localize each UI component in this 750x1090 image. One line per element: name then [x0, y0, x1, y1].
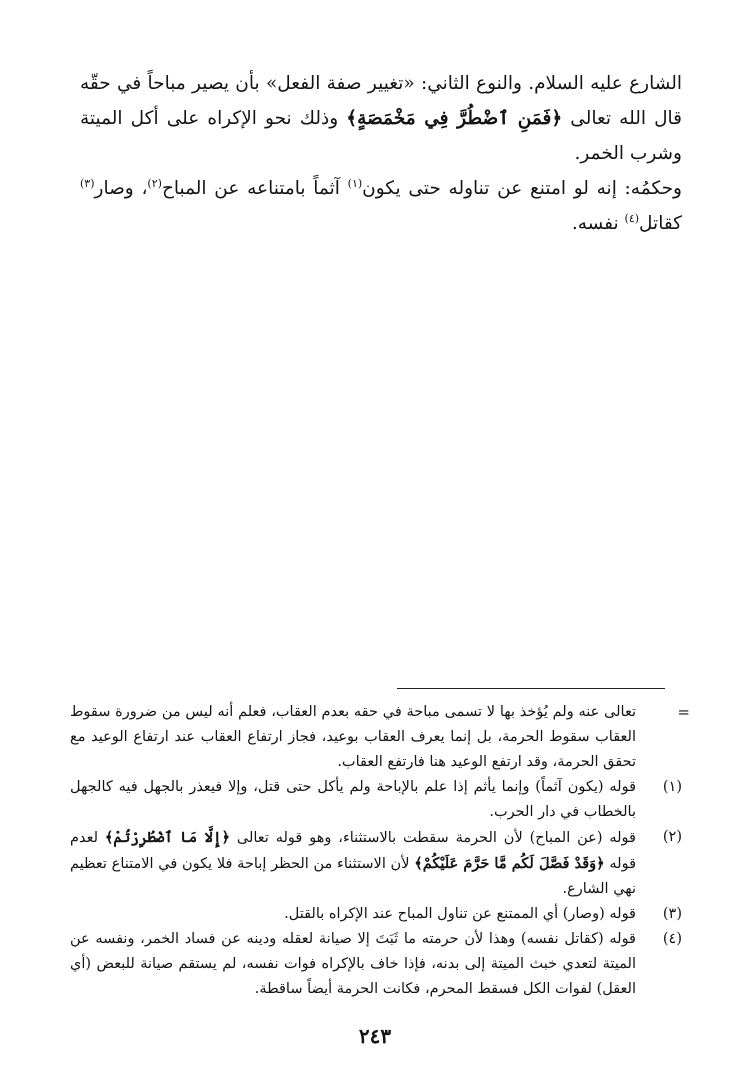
footnote-2-text-2: لعدم قوله: [70, 830, 636, 872]
footnote-2-text-1: قوله (عن المباح) لأن الحرمة سقطت بالاستثناء، وهو قوله تعالى: [230, 830, 636, 846]
footnote-1: [70, 775, 682, 825]
footnote-2: [70, 825, 682, 902]
footnote-marker: =: [677, 703, 690, 721]
main-text: [80, 66, 682, 241]
main-paragraph-1: [80, 66, 682, 171]
footnote-continuation: [70, 700, 690, 775]
quran-quote: ﴿وَقَدْ فَصَّلَ لَكُم مَّا حَرَّمَ عَلَيْكُمْ﴾: [414, 855, 605, 872]
footnote-text: قوله (كقاتل نفسه) وهذا لأن حرمته ما ثَبَتَ إلا صيانة لعقله ودينه عن فساد الخمر، ونفسه عن الميتة لتعدي خبث الميتة إلى بدنه، فإذا خاف بالإكراه فوات نفسه، لم يستقم صيانة للبعض (أي العقل) لفوات الكل فسقط المحرم، فكانت الحرمة أيضاً ساقطة.: [70, 931, 636, 997]
footnote-text: تعالى عنه ولم يُؤخذ بها لا تسمى مباحة في حقه بعدم العقاب، فعلم أنه ليس من ضرورة سقوط العقاب سقوط الحرمة، بل إنما يعرف العقاب بوعيد، فجاز ارتفاع العقاب عند ارتفاع الوعيد مع تحقق الحرمة، وقد ارتفع الوعيد هنا فارتفع العقاب.: [70, 704, 636, 770]
footnote-ref-3[interactable]: (٣): [80, 176, 95, 190]
footnote-3: [70, 902, 682, 927]
footnote-4: [70, 927, 682, 1002]
main-p2-text-1: وحكمُه: إنه لو امتنع عن تناوله حتى يكون: [362, 178, 682, 199]
quran-quote: ﴿إِلَّا مَا ٱضْطُرِرْتُمْ﴾: [104, 829, 230, 846]
main-p2-text-4: كقاتل: [639, 213, 682, 234]
footnote-ref-2[interactable]: (٢): [147, 176, 162, 190]
main-p2-text-3: ، وصار: [94, 178, 148, 199]
page-number: ٢٤٣: [358, 1024, 392, 1048]
footnote-marker: (٣): [662, 906, 682, 922]
footnote-ref-4[interactable]: (٤): [624, 211, 640, 225]
footnote-ref-1[interactable]: (١): [347, 176, 363, 190]
main-p1-text-1: الشارع عليه السلام. والنوع الثاني: «تغيير صفة الفعل» بأن يصير مباحاً في حقّه قال الله تعالى: [80, 73, 683, 129]
main-p2-text-2: آثماً بامتناعه عن المباح: [161, 178, 348, 199]
footnote-marker: (٤): [662, 931, 682, 947]
footnote-text: قوله (وصار) أي الممتنع عن تناول المباح عند الإكراه بالقتل.: [284, 906, 636, 922]
footnote-marker: (٢): [662, 829, 682, 845]
main-paragraph-2: [80, 171, 682, 241]
footnote-marker: (١): [662, 779, 682, 795]
footnote-separator: [397, 688, 665, 689]
footnotes: [70, 700, 690, 1002]
footnote-text: قوله (يكون آثماً) وإنما يأثم إذا علم بالإباحة ولم يأكل حتى قتل، وإلا فيعذر بالجهل فيه كالجهل بالخطاب في دار الحرب.: [70, 779, 636, 820]
main-p2-text-5: نفسه.: [571, 213, 625, 234]
main-p1-text-2: وذلك نحو الإكراه على أكل الميتة وشرب الخمر.: [80, 108, 682, 164]
footnote-text: [70, 825, 636, 902]
footnote-2-text-3: لأن الاستثناء من الحظر إباحة فلا يكون في الامتناع تعظيم نهي الشارع.: [70, 856, 636, 897]
quran-quote: ﴿فَمَنِ ٱضْطُرَّ فِي مَخْمَصَةٍ﴾: [346, 108, 563, 129]
